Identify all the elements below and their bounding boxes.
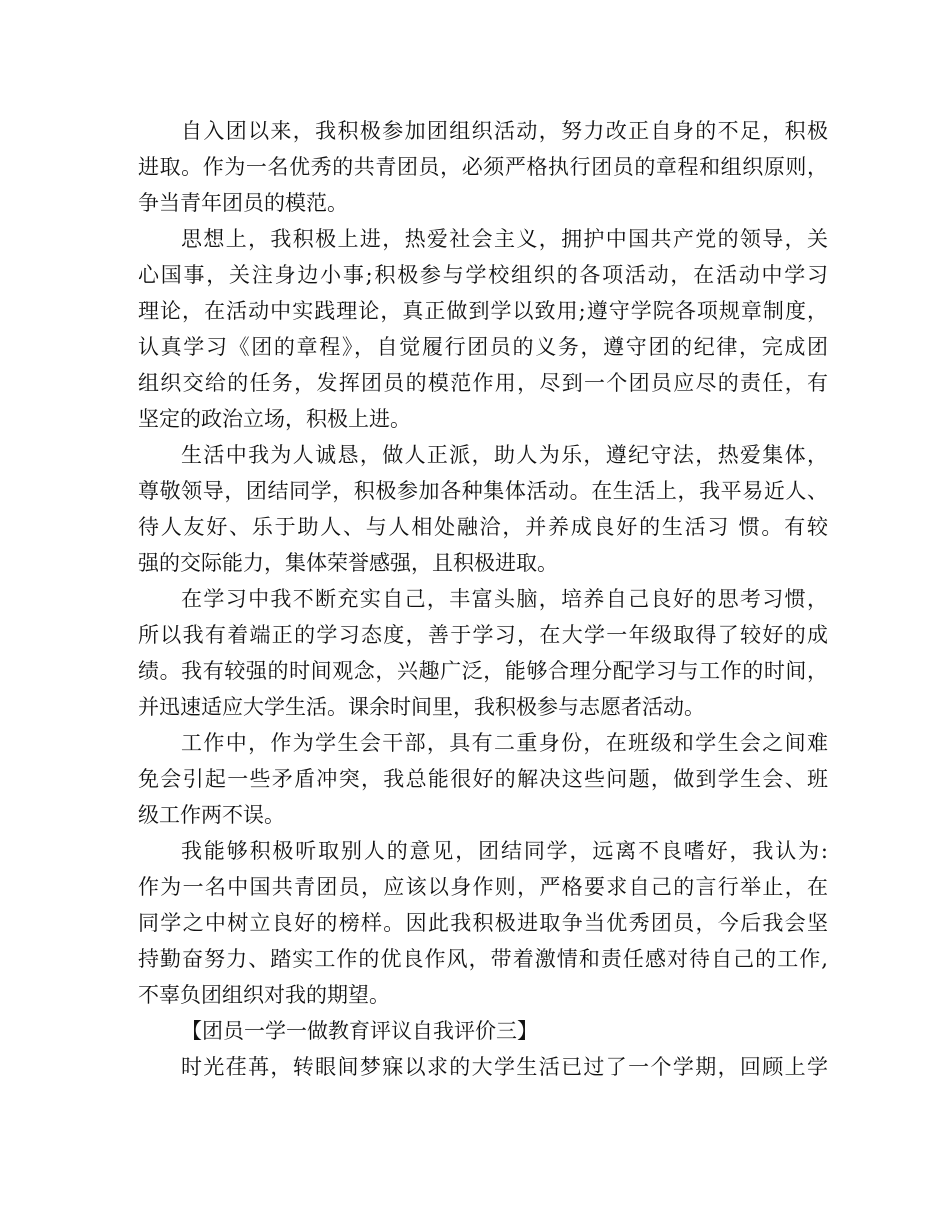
paragraph-3-line-1: 生活中我为人诚恳，做人正派，助人为乐，遵纪守法，热爱集体， — [181, 443, 828, 467]
paragraph-6-line-3: 同学之中树立良好的榜样。因此我积极进取争当优秀团员，今后我会坚 — [138, 911, 828, 935]
paragraph-4-line-1: 在学习中我不断充实自己，丰富头脑，培养自己良好的思考习惯， — [181, 587, 828, 611]
section-heading: 【团员一学一做教育评议自我评价三】 — [181, 1019, 538, 1043]
paragraph-4-line-3: 绩。我有较强的时间观念，兴趣广泛，能够合理分配学习与工作的时间， — [138, 659, 828, 683]
paragraph-4-line-4: 并迅速适应大学生活。课余时间里，我积极参与志愿者活动。 — [138, 695, 705, 719]
paragraph-5-line-1: 工作中，作为学生会干部，具有二重身份，在班级和学生会之间难 — [181, 731, 828, 755]
paragraph-1-line-1: 自入团以来，我积极参加团组织活动，努力改正自身的不足，积极 — [181, 119, 828, 143]
paragraph-6-line-2: 作为一名中国共青团员，应该以身作则，严格要求自己的言行举止，在 — [138, 875, 828, 899]
paragraph-1-line-3: 争当青年团员的模范。 — [138, 191, 348, 215]
paragraph-3-line-4: 强的交际能力，集体荣誉感强，且积极进取。 — [138, 551, 558, 575]
paragraph-2-line-4: 认真学习《团的章程》，自觉履行团员的义务，遵守团的纪律，完成团 — [138, 335, 828, 359]
paragraph-5-line-3: 级工作两不误。 — [138, 803, 285, 827]
paragraph-6-line-4: 持勤奋努力、踏实工作的优良作风，带着激情和责任感对待自己的工作, — [138, 947, 828, 971]
paragraph-7-line-1: 时光荏苒，转眼间梦寐以求的大学生活已过了一个学期，回顾上学 — [181, 1055, 828, 1079]
paragraph-5-line-2: 免会引起一些矛盾冲突，我总能很好的解决这些问题，做到学生会、班 — [138, 767, 828, 791]
paragraph-1-line-2: 进取。作为一名优秀的共青团员，必须严格执行团员的章程和组织原则， — [138, 155, 828, 179]
paragraph-6-line-1: 我能够积极听取别人的意见，团结同学，远离不良嗜好，我认为: — [181, 839, 828, 863]
paragraph-2-line-3: 理论，在活动中实践理论，真正做到学以致用;遵守学院各项规章制度， — [138, 299, 828, 323]
paragraph-2-line-1: 思想上，我积极上进，热爱社会主义，拥护中国共产党的领导，关 — [181, 227, 828, 251]
paragraph-2-line-5: 组织交给的任务，发挥团员的模范作用，尽到一个团员应尽的责任，有 — [138, 371, 828, 395]
paragraph-2-line-2: 心国事，关注身边小事;积极参与学校组织的各项活动，在活动中学习 — [138, 263, 828, 287]
paragraph-2-line-6: 坚定的政治立场，积极上进。 — [138, 407, 411, 431]
paragraph-6-line-5: 不辜负团组织对我的期望。 — [138, 983, 390, 1007]
paragraph-3-line-3: 待人友好、乐于助人、与人相处融洽，并养成良好的生活习 惯。有较 — [138, 515, 828, 539]
paragraph-3-line-2: 尊敬领导，团结同学，积极参加各种集体活动。在生活上，我平易近人、 — [138, 479, 828, 503]
paragraph-4-line-2: 所以我有着端正的学习态度，善于学习，在大学一年级取得了较好的成 — [138, 623, 828, 647]
